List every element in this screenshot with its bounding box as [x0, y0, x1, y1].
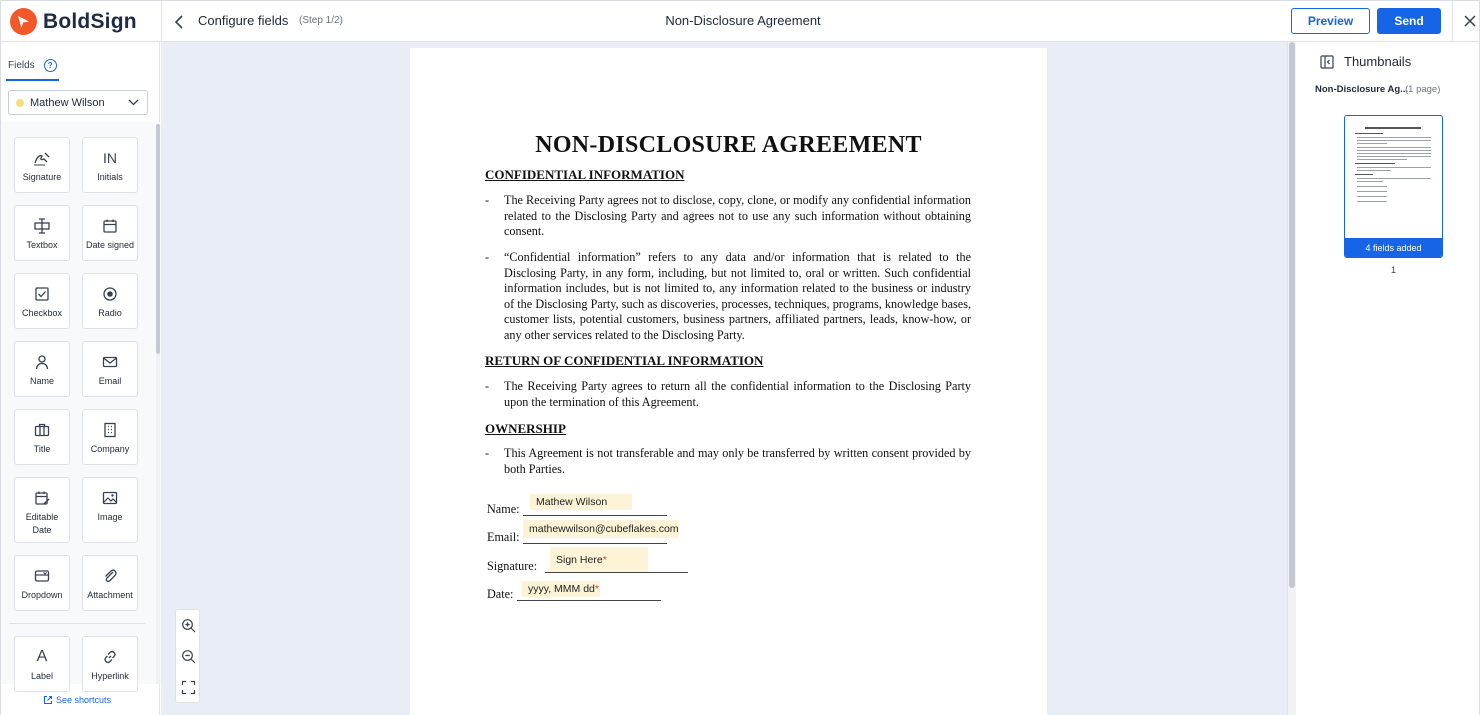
section-heading: OWNERSHIP	[485, 421, 566, 436]
send-button[interactable]: Send	[1377, 8, 1441, 34]
thumb-line	[1357, 167, 1431, 168]
field-label: Image	[97, 512, 123, 522]
field-palette	[1, 122, 161, 684]
tab-fields-label: Fields	[8, 60, 35, 71]
zoom-controls	[175, 609, 200, 703]
name-field-value: Mathew Wilson	[536, 496, 608, 508]
paragraph	[485, 250, 971, 343]
document-heading: NON-DISCLOSURE AGREEMENT	[535, 132, 922, 158]
field-label: Signature	[22, 172, 62, 182]
thumb-line	[1357, 178, 1431, 179]
palette-divider	[9, 623, 145, 624]
paragraph-text: The Receiving Party agrees to return all the confidential information to the Disclosing Party upon the termination of this Agreement.	[504, 379, 971, 409]
field-hyperlink[interactable]	[82, 636, 138, 692]
thumb-line	[1357, 147, 1431, 148]
field-label: Hyperlink	[91, 671, 129, 681]
thumb-line	[1357, 181, 1383, 182]
textbox-icon	[33, 217, 51, 235]
document-page	[410, 48, 1047, 715]
field-checkbox[interactable]	[14, 273, 70, 329]
signer-name: Mathew Wilson	[30, 96, 105, 109]
field-textbox[interactable]	[14, 205, 70, 261]
logo-text: BoldSign	[43, 9, 137, 33]
field-label: Title	[33, 444, 51, 454]
radio-icon	[102, 285, 118, 303]
see-shortcuts-label: See shortcuts	[56, 695, 112, 705]
field-title[interactable]	[14, 409, 70, 465]
person-icon	[34, 353, 50, 371]
help-icon[interactable]: ?	[44, 59, 57, 72]
date-field-value: yyyy, MMM dd	[528, 583, 595, 595]
palette-scroll-thumb[interactable]	[156, 124, 160, 354]
document-scroll-thumb[interactable]	[1289, 42, 1295, 588]
fields-sidebar	[0, 42, 160, 715]
signature-field-value: Sign Here	[556, 553, 603, 566]
thumb-line	[1357, 153, 1431, 154]
initials-glyph: IN	[103, 150, 117, 166]
checkbox-icon	[34, 285, 50, 303]
thumb-line	[1357, 156, 1431, 157]
thumb-line	[1357, 201, 1387, 202]
paragraph-text: “Confidential information” refers to any data and/or information that is related to the Disclosing Party, in any form, including, but not limited to, oral or written. Such confidential information includes, but is not limited to, any information related to the business or industry of the Disclosing Party, such as discoveries, processes, techniques, programs, knowledge bases, customer lists, potential customers, business partners, affiliated partners, leads, know-how, or any other services related to the Disclosing Party.	[504, 250, 971, 342]
email-label: Email:	[487, 530, 520, 544]
thumb-line	[1357, 140, 1431, 141]
active-tab-indicator	[6, 79, 59, 81]
field-signature[interactable]	[14, 137, 70, 193]
signature-icon	[33, 149, 51, 167]
briefcase-icon	[34, 421, 50, 439]
field-name[interactable]	[14, 341, 70, 397]
thumb-line	[1355, 133, 1383, 134]
signer-dropdown[interactable]	[8, 90, 148, 115]
field-label: Attachment	[87, 590, 133, 600]
field-label: Radio	[98, 308, 122, 318]
thumb-line	[1357, 143, 1387, 144]
field-attachment[interactable]	[82, 555, 138, 611]
bullet-dash: -	[485, 250, 490, 264]
link-icon	[102, 648, 118, 666]
fit-screen-icon[interactable]	[181, 680, 196, 695]
signer-color-dot	[16, 99, 24, 107]
label-glyph: A	[36, 648, 48, 665]
field-label: Dropdown	[21, 590, 63, 600]
external-link-icon	[43, 695, 53, 705]
required-marker: *	[602, 553, 607, 566]
bullet-dash: -	[485, 446, 490, 460]
thumb-line	[1355, 174, 1373, 175]
initials-icon	[103, 149, 117, 167]
thumbnail-page-count: (1 page)	[1405, 84, 1441, 95]
dropdown-icon	[34, 567, 50, 585]
field-label: Date signed	[85, 240, 135, 250]
required-marker: *	[594, 583, 599, 595]
paragraph	[485, 193, 971, 240]
document-canvas	[161, 42, 1287, 715]
field-email[interactable]	[82, 341, 138, 397]
fields-added-badge: 4 fields added	[1345, 238, 1442, 257]
paragraph-text: The Receiving Party agrees not to disclose, copy, clone, or modify any confidential information related to the Disclosing Party and agrees not to use any such information without obtaining consent.	[504, 193, 971, 238]
thumb-line	[1357, 170, 1391, 171]
section-heading: CONFIDENTIAL INFORMATION	[485, 167, 685, 182]
thumb-title-line	[1365, 127, 1421, 129]
tab-fields[interactable]	[8, 59, 57, 72]
page-thumbnail[interactable]	[1344, 115, 1443, 258]
zoom-in-icon[interactable]	[181, 618, 196, 633]
field-radio[interactable]	[82, 273, 138, 329]
field-label: Textbox	[26, 240, 58, 250]
field-label: Editable Date	[25, 512, 59, 535]
preview-button[interactable]: Preview	[1291, 8, 1370, 34]
thumb-line	[1357, 159, 1407, 160]
field-label: Email	[98, 376, 122, 386]
paperclip-icon	[102, 567, 118, 585]
email-field-value: mathewwilson@cubeflakes.com	[529, 523, 679, 535]
field-label: Checkbox	[21, 308, 63, 318]
calendar-edit-icon	[34, 489, 50, 507]
building-icon	[102, 421, 118, 439]
header-divider	[1452, 1, 1453, 43]
field-date-signed[interactable]	[82, 205, 138, 261]
thumbnails-heading: Thumbnails	[1344, 54, 1412, 69]
chevron-down-icon	[128, 98, 139, 107]
field-dropdown[interactable]	[14, 555, 70, 611]
date-label: Date:	[487, 587, 514, 601]
paragraph	[485, 446, 971, 477]
zoom-out-icon[interactable]	[181, 649, 196, 664]
name-label: Name:	[487, 502, 520, 516]
signature-field[interactable]	[550, 547, 648, 572]
field-editable-date[interactable]	[14, 477, 70, 543]
name-field[interactable]	[530, 494, 632, 510]
date-field[interactable]	[522, 581, 600, 597]
thumb-line	[1357, 196, 1387, 197]
date-underline	[517, 600, 661, 601]
field-image[interactable]	[82, 477, 138, 543]
label-icon	[37, 648, 48, 666]
thumb-line	[1357, 137, 1431, 138]
bullet-dash: -	[485, 193, 490, 207]
section-heading: RETURN OF CONFIDENTIAL INFORMATION	[485, 353, 764, 368]
bullet-dash: -	[485, 379, 490, 393]
paragraph-text: This Agreement is not transferable and may only be transferred by written consent provided by both Parties.	[504, 446, 971, 476]
field-initials[interactable]	[82, 137, 138, 193]
thumb-line	[1357, 150, 1431, 151]
thumb-line	[1355, 163, 1395, 164]
top-bar	[0, 0, 1480, 42]
image-icon	[102, 489, 118, 507]
signature-label: Signature:	[487, 559, 538, 573]
page-title: Configure fields	[198, 13, 289, 28]
signature-underline	[545, 572, 688, 573]
thumbnail-doc-name: Non-Disclosure Ag...	[1315, 84, 1409, 95]
field-company[interactable]	[82, 409, 138, 465]
paragraph	[485, 379, 971, 410]
thumb-line	[1357, 191, 1387, 192]
email-underline	[523, 543, 667, 544]
email-field[interactable]	[523, 520, 679, 538]
field-label: Initials	[97, 172, 123, 182]
thumbnails-toggle[interactable]	[1320, 54, 1411, 69]
field-label: Name	[29, 376, 54, 386]
thumbnail-page-number: 1	[1390, 265, 1396, 275]
panel-icon	[1320, 55, 1334, 69]
thumb-line	[1357, 186, 1387, 187]
document-title: Non-Disclosure Agreement	[665, 13, 821, 28]
calendar-icon	[102, 217, 118, 235]
name-underline	[523, 515, 667, 516]
see-shortcuts-link[interactable]	[43, 695, 111, 705]
field-label: Company	[90, 444, 130, 454]
field-label: Label	[30, 671, 54, 681]
thumbnails-panel	[1296, 42, 1480, 715]
envelope-icon	[102, 353, 118, 371]
close-icon[interactable]	[1462, 13, 1478, 29]
step-indicator: (Step 1/2)	[299, 15, 343, 26]
field-label-tool[interactable]	[14, 636, 70, 692]
